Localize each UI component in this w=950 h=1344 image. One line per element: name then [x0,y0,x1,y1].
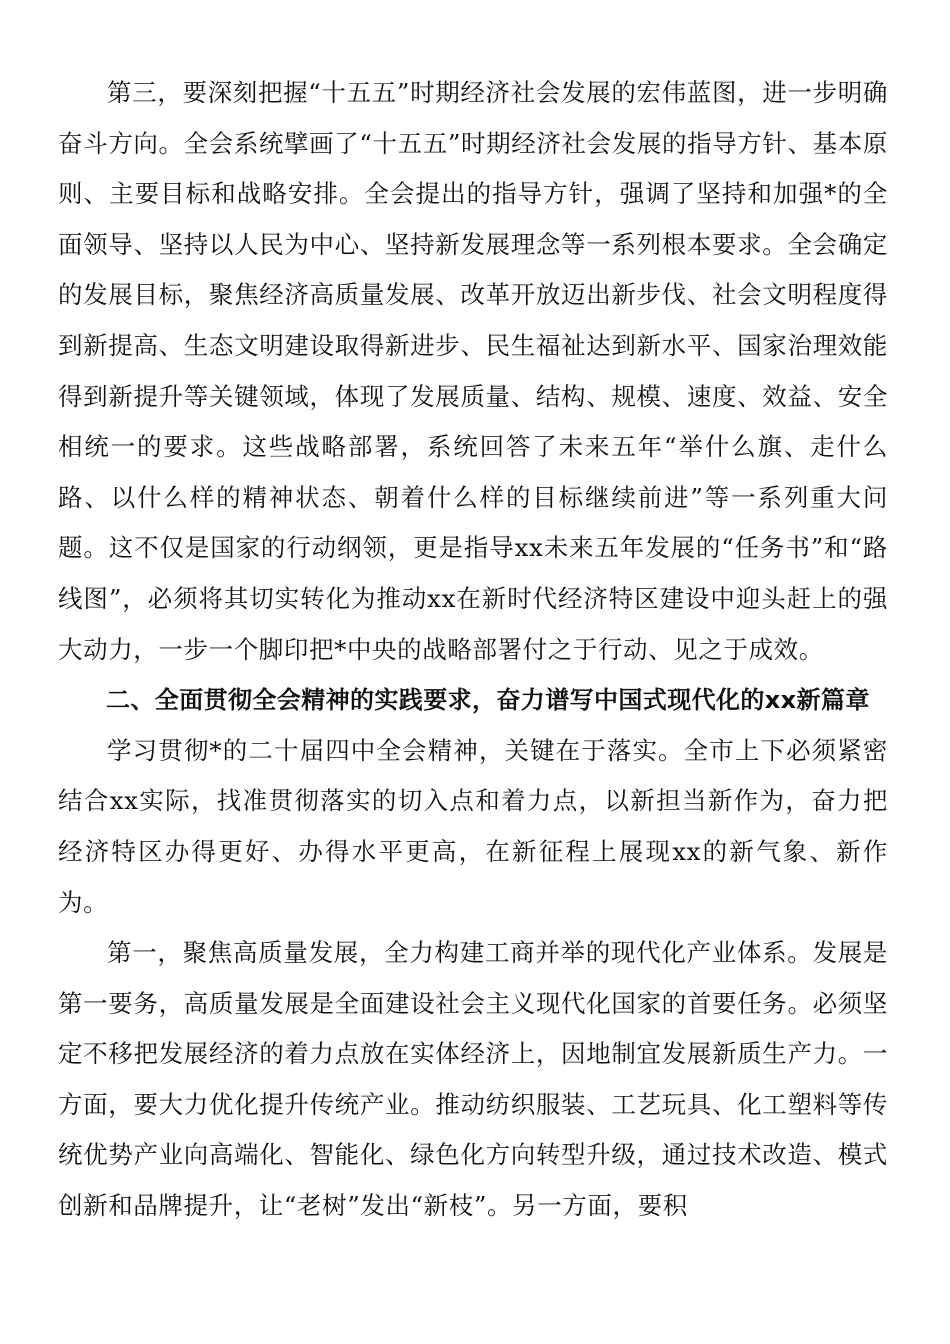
document-page [58,68,888,1232]
section-heading-two: 二、全面贯彻全会精神的实践要求，奋力谱写中国式现代化的xx新篇章 [106,686,870,715]
paragraph-first-point: 第一，聚焦高质量发展，全力构建工商并举的现代化产业体系。发展是第一要务，高质量发展是全面建设社会主义现代化国家的首要任务。必须坚定不移把发展经济的着力点放在实体经济上，因地制宜发展新质生产力。一方面，要大力优化提升传统产业。推动纺织服装、工艺玩具、化工塑料等传统优势产业向高端化、智能化、绿色化方向转型升级，通过技术改造、模式创新和品牌提升，让“老树”发出“新枝”。另一方面，要积 [58,938,888,1221]
paragraph-implementation: 学习贯彻*的二十届四中全会精神，关键在于落实。全市上下必须紧密结合xx实际，找准贯彻落实的切入点和着力点，以新担当新作为，奋力把经济特区办得更好、办得水平更高，在新征程上展现xx的新气象、新作为。 [58,735,888,917]
paragraph-third-point: 第三，要深刻把握“十五五”时期经济社会发展的宏伟蓝图，进一步明确奋斗方向。全会系统擘画了“十五五”时期经济社会发展的指导方针、基本原则、主要目标和战略安排。全会提出的指导方针，强调了坚持和加强*的全面领导、坚持以人民为中心、坚持新发展理念等一系列根本要求。全会确定的发展目标，聚焦经济高质量发展、改革开放迈出新步伐、社会文明程度得到新提高、生态文明建设取得新进步、民生福祉达到新水平、国家治理效能得到新提升等关键领域，体现了发展质量、结构、规模、速度、效益、安全相统一的要求。这些战略部署，系统回答了未来五年“举什么旗、走什么路、以什么样的精神状态、朝着什么样的目标继续前进”等一系列重大问题。这不仅是国家的行动纲领，更是指导xx未来五年发展的“任务书”和“路线图”，必须将其切实转化为推动xx在新时代经济特区建设中迎头赶上的强大动力，一步一个脚印把*中央的战略部署付之于行动、见之于成效。 [58,78,888,664]
